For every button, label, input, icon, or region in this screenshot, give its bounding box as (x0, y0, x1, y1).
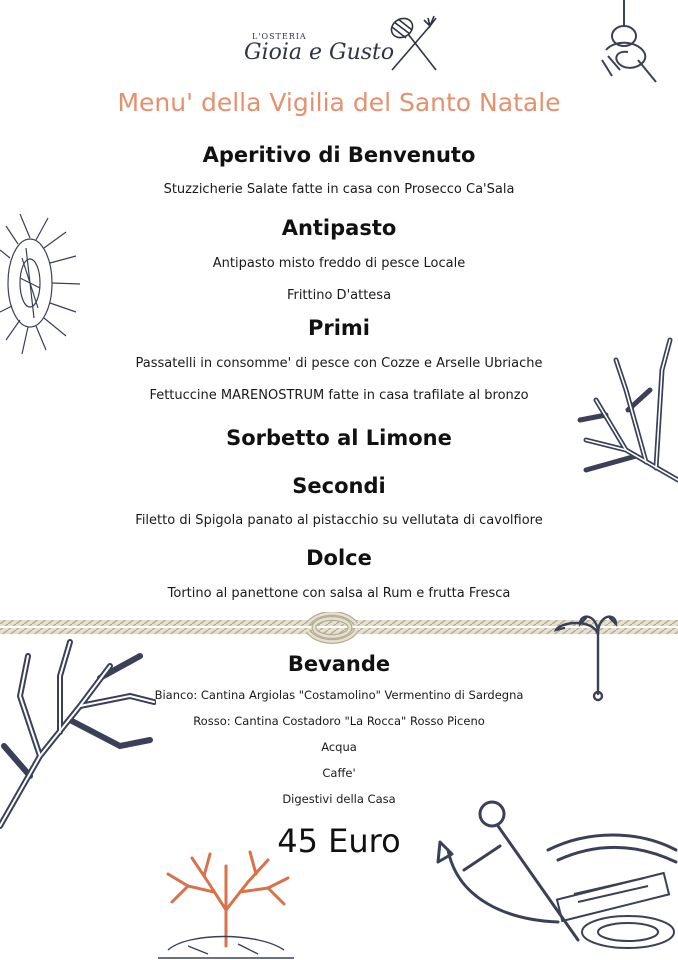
sea-urchin-icon (0, 208, 84, 358)
coral-icon (566, 330, 678, 490)
menu-item: Tortino al panettone con salsa al Rum e frutta Fresca (167, 586, 511, 601)
menu-item: Filetto di Spigola panato al pistacchio su vellutata di cavolfiore (135, 513, 543, 528)
menu-item: Acqua (321, 740, 357, 754)
section-heading-secondi: Secondi (292, 474, 386, 498)
menu-item: Stuzzicherie Salate fatte in casa con Prosecco Ca'Sala (163, 182, 515, 197)
menu-item: Fettuccine MARENOSTRUM fatte in casa trafilate al bronzo (149, 388, 529, 403)
menu-item: Bianco: Cantina Argiolas "Costamolino" Vermentino di Sardegna (154, 688, 524, 702)
menu-item: Rosso: Cantina Costadoro "La Rocca" Rosso Piceno (193, 714, 485, 728)
anchor-chain-icon (594, 0, 664, 86)
section-heading-sorbetto: Sorbetto al Limone (226, 426, 452, 450)
coral-icon (0, 636, 156, 832)
section-heading-antipasto: Antipasto (281, 216, 397, 240)
menu-item: Caffe' (322, 766, 356, 780)
section-heading-aperitivo: Aperitivo di Benvenuto (202, 143, 476, 167)
coral-icon (148, 846, 304, 960)
price: 45 Euro (277, 822, 401, 860)
section-heading-primi: Primi (307, 316, 371, 340)
menu-item: Frittino D'attesa (286, 288, 392, 303)
fishhook-icon (546, 594, 622, 702)
menu-item: Digestivi della Casa (282, 792, 396, 806)
page-title: Menu' della Vigilia del Santo Natale (117, 88, 561, 117)
section-heading-bevande: Bevande (287, 652, 391, 676)
logo-subtitle: L'OSTERIA (252, 32, 307, 41)
section-heading-dolce: Dolce (306, 546, 372, 570)
logo-name: Gioia e Gusto (244, 40, 395, 65)
logo-net-fork-icon (384, 14, 448, 74)
menu-item: Antipasto misto freddo di pesce Locale (212, 256, 466, 271)
anchor-icon (428, 790, 678, 960)
menu-item: Passatelli in consomme' di pesce con Cozze e Arselle Ubriache (135, 356, 543, 371)
restaurant-logo (244, 14, 454, 78)
